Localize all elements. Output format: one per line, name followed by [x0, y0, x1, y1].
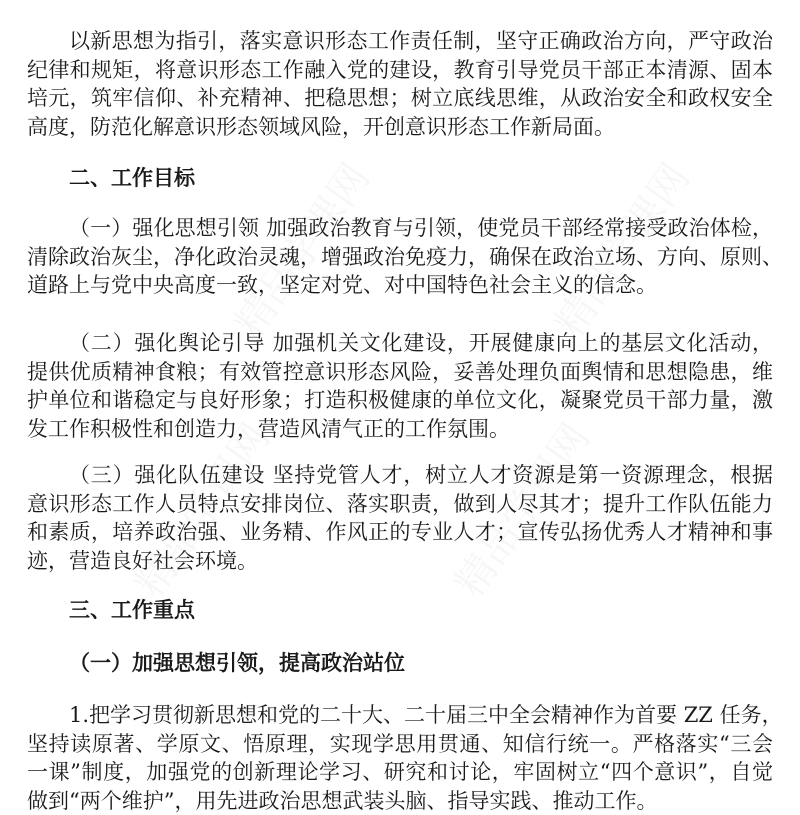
text-line: 和素质，培养政治强、业务精、作风正的专业人才；宣传弘扬优秀人才精神和事: [27, 518, 773, 547]
text-line: 纪律和规矩，将意识形态工作融入党的建设，教育引导党员干部正本清源、固本: [27, 56, 773, 85]
intro-paragraph: [27, 27, 773, 141]
text-line: 1.把学习贯彻新思想和党的二十大、二十届三中全会精神作为首要 ZZ 任务，: [27, 701, 773, 730]
text-line: 做到“两个维护”，用先进政治思想武装头脑、指导实践、推动工作。: [27, 787, 773, 815]
text-line: 道路上与党中央高度一致，坚定对党、对中国特色社会主义的信念。: [27, 271, 773, 300]
goal-paragraph-1: [27, 214, 773, 300]
text-line: 发工作积极性和创造力，营造风清气正的工作氛围。: [27, 415, 773, 444]
text-line: 提供优质精神食粮；有效管控意识形态风险，妥善处理负面舆情和思想隐患，维: [27, 358, 773, 387]
goal-paragraph-2: [27, 329, 773, 443]
section-heading: 三、工作重点: [27, 596, 800, 624]
section-heading: 二、工作目标: [27, 164, 800, 192]
text-line: 培元，筑牢信仰、补充精神、把稳思想；树立底线思维，从政治安全和政权安全: [27, 84, 773, 113]
text-line: 以新思想为指引，落实意识形态工作责任制，坚守正确政治方向，严守政治: [27, 27, 773, 56]
subsection-heading: （一）加强思想引领，提高政治站位: [27, 649, 800, 677]
text-line: （三）强化队伍建设 坚持党管人才，树立人才资源是第一资源理念，根据: [27, 461, 773, 490]
text-line: 迹，营造良好社会环境。: [27, 547, 773, 576]
focus-paragraph-1: [27, 701, 773, 815]
text-line: 坚持读原著、学原文、悟原理，实现学思用贯通、知信行统一。严格落实“三会: [27, 730, 773, 759]
goal-paragraph-3: [27, 461, 773, 575]
text-line: （二）强化舆论引导 加强机关文化建设，开展健康向上的基层文化活动，: [27, 329, 773, 358]
text-line: （一）强化思想引领 加强政治教育与引领，使党员干部经常接受政治体检，: [27, 214, 773, 243]
text-line: 清除政治灰尘，净化政治灵魂，增强政治免疫力，确保在政治立场、方向、原则、: [27, 243, 773, 272]
text-line: 护单位和谐稳定与良好形象；打造积极健康的单位文化，凝聚党员干部力量，激: [27, 386, 773, 415]
text-line: 高度，防范化解意识形态领域风险，开创意识形态工作新局面。: [27, 113, 773, 142]
text-line: 一课”制度，加强党的创新理论学习、研究和讨论，牢固树立“四个意识”，自觉: [27, 758, 773, 787]
text-line: 意识形态工作人员特点安排岗位、落实职责，做到人尽其才；提升工作队伍能力: [27, 490, 773, 519]
